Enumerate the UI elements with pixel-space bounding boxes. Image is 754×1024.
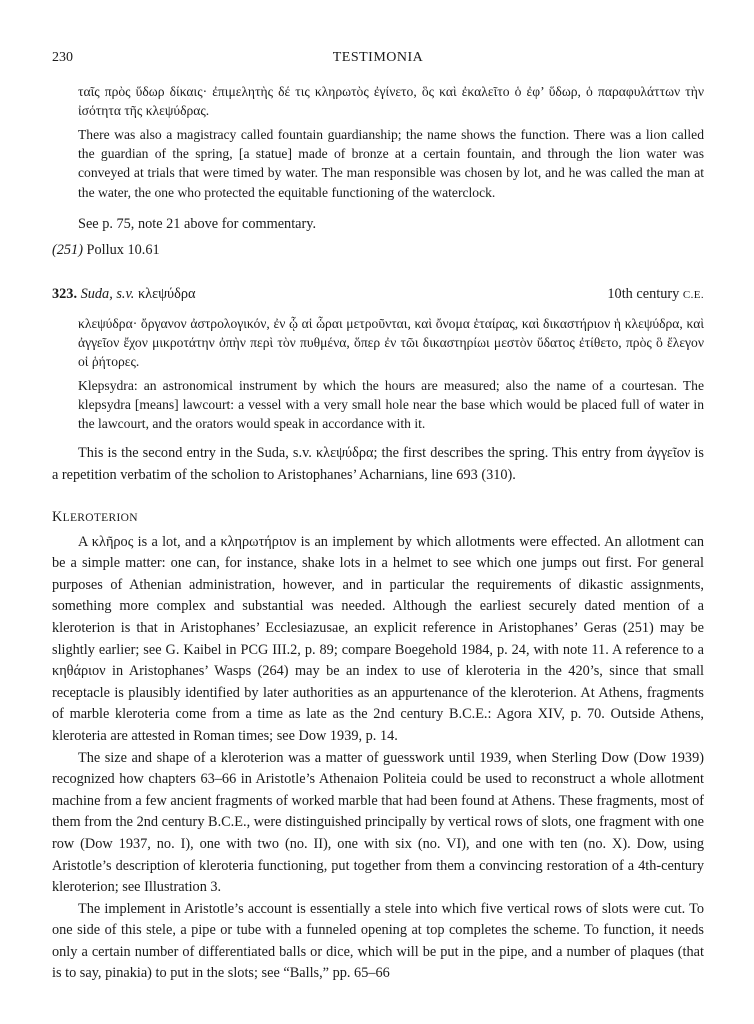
pollux-text: Pollux 10.61: [82, 241, 160, 258]
entry-source: Suda, s.v.: [80, 285, 135, 302]
page-header: [52, 50, 704, 74]
document-page: [52, 50, 704, 985]
entry-greek-text: κλεψύδρα· ὄργανον ἀστρολογικόν, ἐν ᾧ αἱ ὧραι μετροῦνται, καὶ ὄνομα ἑταίρας, καὶ δικαστήριον ἡ κλεψύδρα, καὶ ἀγγεῖον ἔχον μικροτάτην ὀπὴν περὶ τὸν πυθμένα, ὅπερ ἐν τῶι δικαστηρίωι μεστὸν ὕδατος ἐτίθετο, πρὸς ὃ ἔλεγον οἱ ῥήτορες.: [78, 315, 704, 369]
entry-number: 323.: [52, 285, 78, 302]
section-heading-initial: K: [52, 508, 63, 525]
section-heading-rest: LEROTERION: [62, 511, 138, 524]
entry-era: C.E.: [682, 288, 704, 301]
running-title: TESTIMONIA: [332, 50, 424, 65]
body-paragraph-3: The implement in Aristotle’s account is essentially a stele into which five vertical rows of slots were cut. To one side of this stele, a pipe or tube with a funneled opening at top completes the scheme. To function, it needs only a certain number of differentiated balls or dice, which will be put in the pipe, and a number of plaques (that is to say, pinakia) to put in the slots; see “Balls,” pp. 65–66: [52, 900, 704, 982]
entry-heading: [52, 286, 704, 306]
entry-date: [607, 286, 704, 303]
body-paragraph-2: The size and shape of a kleroterion was a matter of guesswork until 1939, when Sterling Dow (Dow 1939) recognized how chapters 63–66 in Aristotle’s Athenaion Politeia could be used to reconstruct a whole allotment machine from a few ancient fragments of worked marble that had been found at Athens. These fragments, most of them from the 2nd century B.C.E., were distinguished principally by vertical rows of slots, one fragment with one row (Dow 1937, no. I), one with two (no. II), one with six (no. VI), and one with ten (no. X). Dow, using Aristotle’s description of kleroteria functioning, put together from them a convincing restoration of a 4th-century kleroterion; see Illustration 3.: [52, 749, 704, 896]
entry-comment: This is the second entry in the Suda, s.v. κλεψύδρα; the first describes the spring. This entry from ἀγγεῖον is a repetition verbatim of the scholion to Aristophanes’ Acharnians, line 693 (310).: [52, 445, 704, 484]
entry-translation: Klepsydra: an astronomical instrument by which the hours are measured; also the name of a courtesan. The klepsydra [means] lawcourt: a vessel with a very small hole near the base which would be placed full of water in the lawcourt, and the orators would speak in accordance with it.: [78, 377, 704, 432]
page-number: 230: [52, 50, 73, 65]
entry-greek-word: κλεψύδρα: [137, 285, 196, 302]
entry-title: [52, 286, 195, 303]
section-heading: [52, 509, 704, 526]
commentary-note: See p. 75, note 21 above for commentary.: [78, 215, 317, 232]
greek-passage: ταῖς πρὸς ὕδωρ δίκαις· ἐπιμελητὴς δέ τις κληρωτὸς ἐγίνετο, ὃς καὶ ἐκαλεῖτο ὁ ἐφ’ ὕδωρ, ὁ παραφυλάττων τὴν ἰσότητα τῆς κλεψύδρας.: [78, 84, 704, 118]
pollux-reference: [52, 240, 704, 260]
pollux-number: (251): [52, 241, 83, 258]
entry-date-text: 10th century: [607, 285, 680, 302]
translation-passage: There was also a magistracy called fountain guardianship; the name shows the function. There was a lion called the guardian of the spring, [a statue] made of bronze at a certain fountain, and through the lion water was conveyed at trials that were timed by water. The man responsible was chosen by lot, and he was called the man at the water, the one who protected the equitable functioning of the waterclock.: [78, 127, 704, 200]
body-paragraph-1: A κλῆρος is a lot, and a κληρωτήριον is an implement by which allotments were effected. An allotment can be a simple matter: one can, for instance, shake lots in a helmet to see which one jumps out first. For general purposes of Athenian administration, however, and in particular the requirements of dikastic assignments, something more complex and substantial was needed. Although the earliest securely dated mention of a kleroterion is that in Aristophanes’ Ecclesiazusae, an explicit reference in Aristophanes’ Geras (251) may be slightly earlier; see G. Kaibel in PCG III.2, p. 89; compare Boegehold 1984, p. 24, with note 11. A reference to a κηθάριον in Aristophanes’ Wasps (264) may be an index to use of kleroteria in the 420’s, since that small receptacle is plausibly identified by later authorities as an appurtenance of the kleroterion. At Athens, fragments of marble kleroteria come from a time as late as the 2nd century B.C.E.: Agora XIV, p. 70. Outside Athens, kleroteria are attested in Roman times; see Dow 1939, p. 14.: [52, 533, 704, 744]
